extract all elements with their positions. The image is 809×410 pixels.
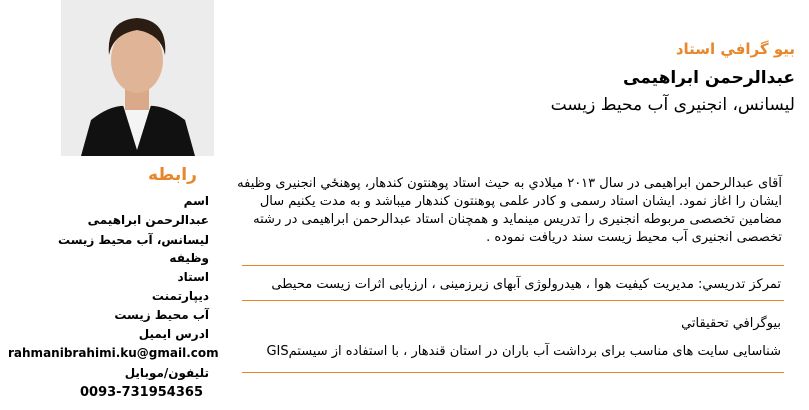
email-link[interactable]: rahmanibrahimi.ku@gmail.com bbox=[8, 346, 219, 360]
teaching-focus: تمرکز تدريسي: مديريت کيفيت هوا ، هيدرولوژی آبهای زيرزمينی ، ارزيابی اثرات زيست محيطی bbox=[271, 277, 781, 292]
email-label: ادرس ايميل bbox=[138, 327, 209, 341]
phone-label: تليفون/موبايل bbox=[124, 366, 209, 380]
person-degree: ليسانس، انجنيری آب محيط زيست bbox=[550, 95, 795, 115]
phone-value: 0093-731954365 bbox=[80, 385, 203, 400]
contact-title: رابطه bbox=[148, 165, 197, 185]
bio-paragraph: آقای عبدالرحمن ابراهيمی در سال ۲۰۱۳ ميلادي به حيث استاد پوهنتون کندهار، پوهنځي انجنيری وظيفه ايشان را اغاز نمود. ايشان استاد رسمی و کادر علمی پوهنتون کندهار ميباشد و به مدت يکنيم سال مضامين تخصصی مربوطه انجنيری را تدريس مينمايد و همچنان استاد عبدالرحمن ابراهيمی در رشته تخصصی انجنيری آب محيط زيست سند دريافت نموده . bbox=[237, 176, 782, 245]
divider bbox=[242, 372, 784, 373]
name-value: عبدالرحمن ابراهيمی bbox=[87, 213, 209, 227]
department-value: آب محيط زيست bbox=[114, 308, 209, 322]
bio-title: بيو گرافي استاد bbox=[675, 40, 795, 58]
profile-photo bbox=[61, 0, 214, 156]
divider bbox=[242, 265, 784, 266]
degree-value: ليسانس، آب محيط زيست bbox=[57, 233, 209, 247]
department-label: ديپارتمنت bbox=[151, 289, 209, 303]
name-label: اسم bbox=[183, 194, 209, 208]
position-value: استاد bbox=[177, 270, 209, 284]
position-label: وظيفه bbox=[169, 251, 209, 265]
research-text: شناسايی سايت های مناسب برای برداشت آب باران در استان قندهار ، با استفاده از سيستمGIS bbox=[266, 344, 781, 359]
research-title: بيوگرافي تحقيقاتي bbox=[681, 316, 781, 331]
divider bbox=[242, 300, 784, 301]
person-name: عبدالرحمن ابراهیمی bbox=[623, 68, 795, 88]
